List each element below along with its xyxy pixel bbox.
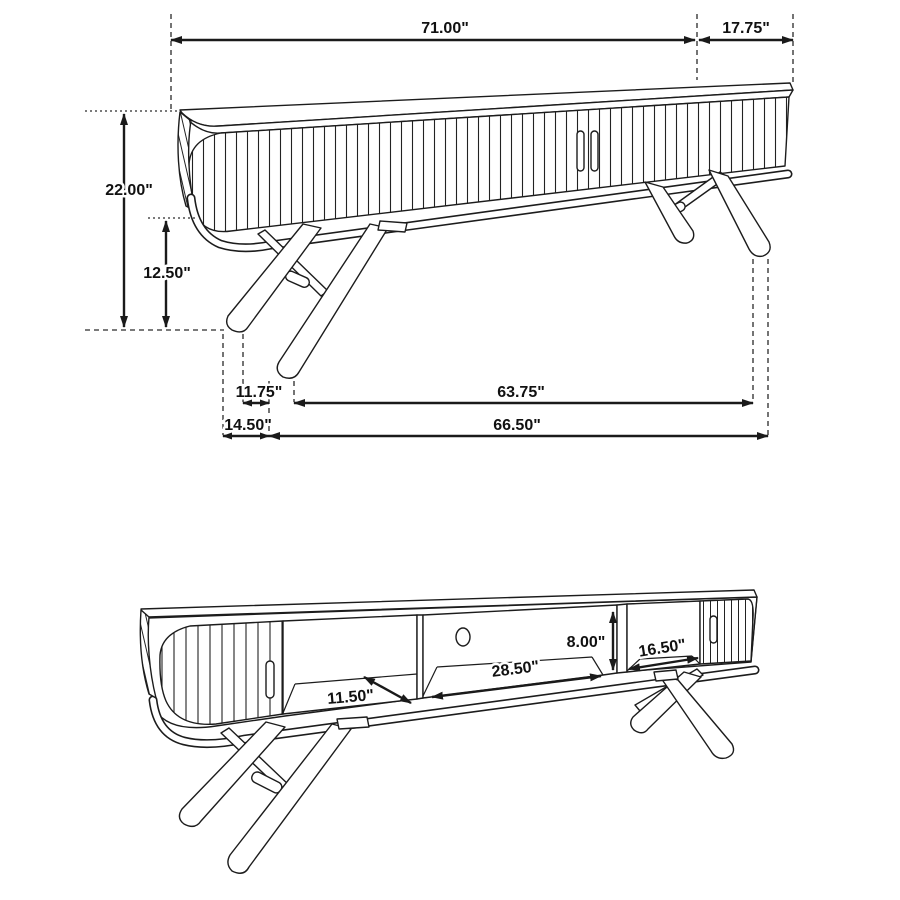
right-fluted-door [700,599,753,664]
left-door-handle-front [266,661,274,698]
console-body-front [140,590,757,744]
cable-hole [456,628,470,646]
dim-overall-width [171,20,695,40]
console-body-perspective [178,83,793,248]
left-door-handle [577,131,584,171]
dim-label-leg-span-outer: 66.50" [493,417,541,434]
front-right-front-leg [659,675,734,758]
dim-label-leg-clearance: 12.50" [143,265,191,282]
front-view-drawing [140,590,757,873]
right-door-handle-front [710,616,717,643]
dim-leg-span-inner [294,384,753,403]
right-compartment [627,601,700,672]
left-fluted-door [160,621,283,724]
dim-label-compartment-height: 8.00" [566,634,606,651]
divider-left [417,615,423,699]
dim-label-foot-inner-depth: 11.75" [235,384,283,401]
front-right-bracket [654,670,678,681]
front-left-bracket [337,717,369,729]
dim-leg-span-outer [269,417,768,436]
dim-overall-depth [699,20,793,40]
dim-label-overall-height: 22.00" [105,182,153,199]
middle-compartment [423,605,617,698]
dim-overall-height [105,114,153,327]
dim-label-right-compartment-width: 16.50" [637,636,688,661]
divider-right [617,604,627,673]
perspective-view-drawing [85,14,793,437]
dim-label-left-compartment-depth: 11.50" [326,687,375,709]
dim-label-middle-compartment-width: 28.50" [490,658,541,681]
dim-label-overall-width: 71.00" [421,20,469,37]
dim-leg-clearance [143,221,191,327]
dim-label-foot-outer-depth: 14.50" [224,417,272,434]
dim-foot-inner-depth [236,384,283,403]
left-leg-bracket [378,221,407,232]
dim-label-overall-depth: 17.75" [722,20,770,37]
dim-label-leg-span-inner: 63.75" [497,384,545,401]
right-door-handle [591,131,598,171]
dim-foot-outer-depth [223,417,272,436]
